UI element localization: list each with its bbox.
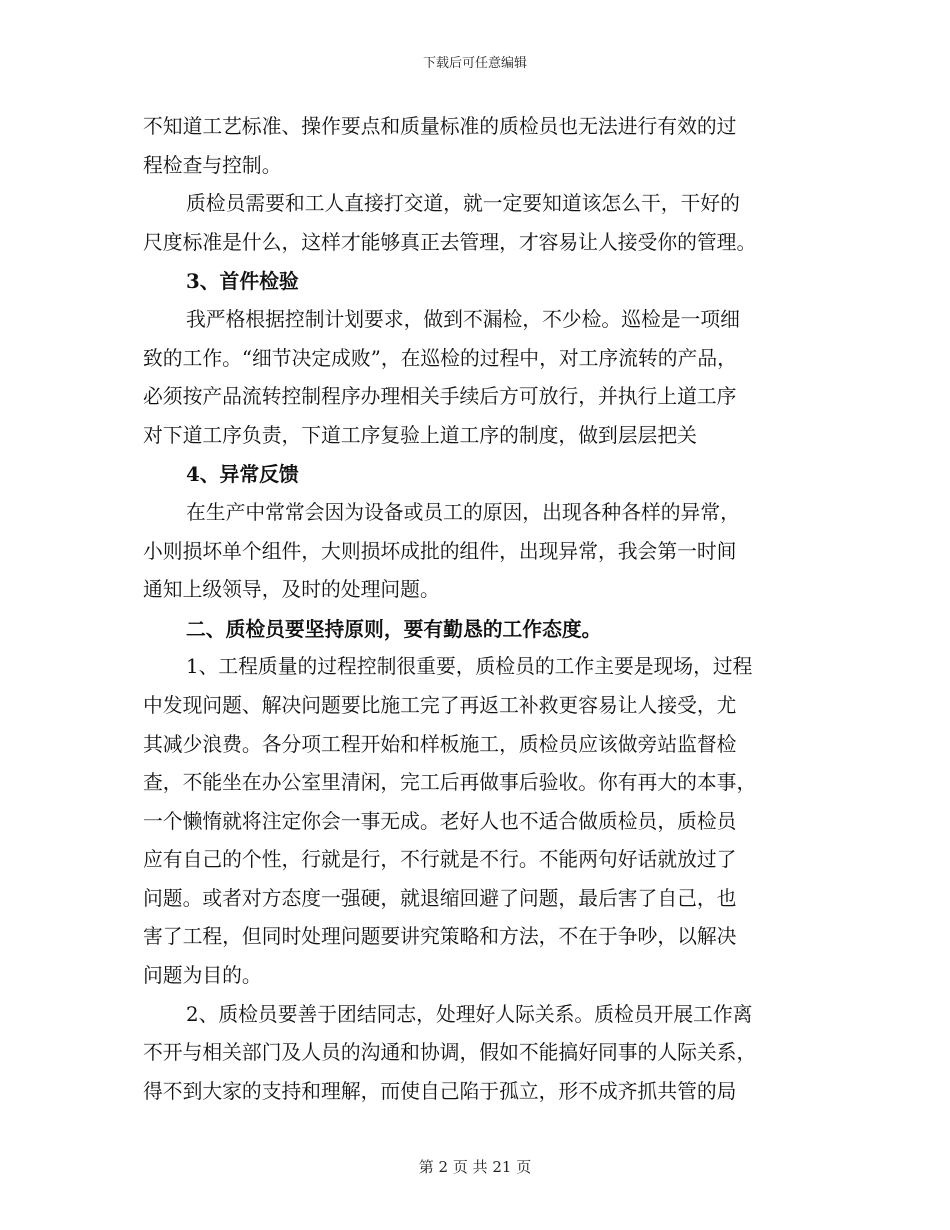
- page-header: 下载后可任意编辑: [422, 56, 527, 71]
- text-line: 问题。或者对方态度一强硬，就退缩回避了问题，最后害了自己，也: [143, 886, 737, 910]
- text-line: 不知道工艺标准、操作要点和质量标准的质检员也无法进行有效的过: [143, 115, 737, 138]
- section-heading: 二、质检员要坚持原则，要有勤恳的工作态度。: [186, 616, 602, 641]
- text-line: 中发现问题、解决问题要比施工完了再返工补救更容易让人接受，尤: [143, 693, 737, 717]
- text-line: 查，不能坐在办公室里清闲，完工后再做事后验收。你有再大的本事，: [143, 771, 757, 795]
- text-line: 在生产中常常会因为设备或员工的原因，出现各种各样的异常，: [186, 500, 740, 524]
- text-line: 程检查与控制。: [143, 153, 282, 177]
- text-line: 一个懒惰就将注定你会一事无成。老好人也不适合做质检员，质检员: [143, 809, 737, 833]
- text-line: 质检员需要和工人直接打交道，就一定要知道该怎么干，干好的: [186, 192, 740, 216]
- text-line: 对下道工序负责，下道工序复验上道工序的制度，做到层层把关: [143, 423, 697, 447]
- text-line: 通知上级领导，及时的处理问题。: [143, 578, 440, 602]
- text-line: 必须按产品流转控制程序办理相关手续后方可放行，并执行上道工序: [143, 385, 737, 409]
- text-line: 我严格根据控制计划要求，做到不漏检，不少检。巡检是一项细: [186, 307, 740, 331]
- text-line: 2、质检员要善于团结同志，处理好人际关系。质检员开展工作离: [186, 1002, 753, 1026]
- document-body: [143, 108, 807, 1111]
- text-line: 尺度标准是什么，这样才能够真正去管理，才容易让人接受你的管理。: [143, 230, 757, 254]
- text-line: 小则损坏单个组件，大则损坏成批的组件，出现异常，我会第一时间: [143, 539, 737, 563]
- text-line: 致的工作。“细节决定成败”，在巡检的过程中，对工序流转的产品，: [143, 346, 737, 370]
- page-footer: 第 2 页 共 21 页: [418, 1158, 532, 1176]
- text-line: 不开与相关部门及人员的沟通和协调，假如不能搞好同事的人际关系，: [143, 1041, 757, 1065]
- text-line: 其减少浪费。各分项工程开始和样板施工，质检员应该做旁站监督检: [143, 732, 737, 756]
- section-heading: 4、异常反馈: [186, 462, 299, 487]
- text-line: 得不到大家的支持和理解，而使自己陷于孤立，形不成齐抓共管的局: [143, 1079, 737, 1103]
- text-line: 问题为目的。: [143, 964, 262, 988]
- text-line: 害了工程，但同时处理问题要讲究策略和方法，不在于争吵，以解决: [143, 925, 737, 949]
- section-heading: 3、首件检验: [186, 269, 299, 294]
- text-line: 应有自己的个性，行就是行，不行就是不行。不能两句好话就放过了: [143, 848, 737, 872]
- text-line: 1、工程质量的过程控制很重要，质检员的工作主要是现场，过程: [186, 655, 753, 679]
